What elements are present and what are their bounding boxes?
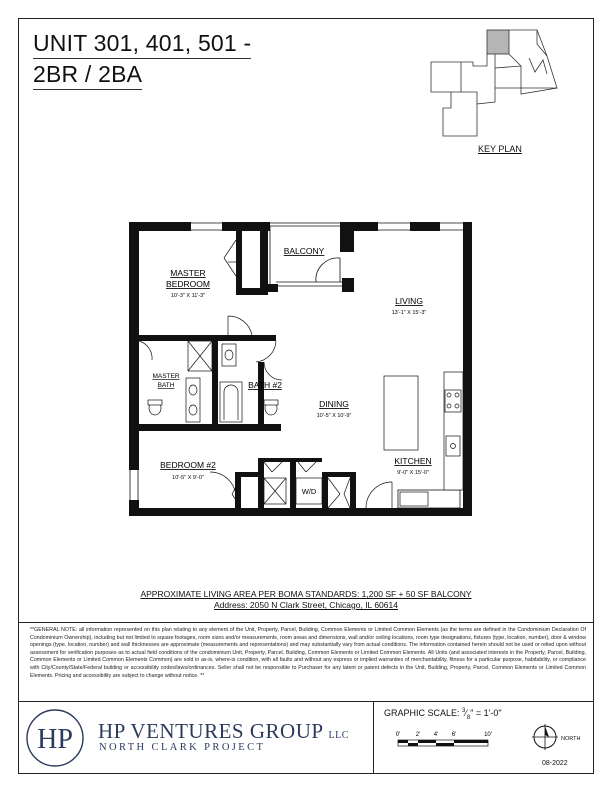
wd-label: W/D bbox=[301, 487, 317, 496]
master-bath-label-1: MASTER bbox=[152, 373, 180, 380]
graphic-scale-label: GRAPHIC SCALE: $^3⁄_8$" = 1'-0" bbox=[384, 708, 502, 721]
scale-label-suffix: " = 1'-0" bbox=[470, 708, 502, 718]
master-bedroom-dims: 10'-3" X 11'-3" bbox=[170, 293, 206, 299]
bedroom2-label: BEDROOM #2 bbox=[160, 460, 216, 470]
north-arrow-icon bbox=[530, 722, 560, 752]
key-plan-label: KEY PLAN bbox=[478, 144, 522, 154]
scale-tick-4: 4' bbox=[433, 732, 439, 738]
scale-fraction-den: 8 bbox=[466, 714, 471, 721]
dining-label: DINING bbox=[319, 399, 349, 409]
brand-name-text: HP VENTURES GROUP bbox=[98, 719, 323, 743]
unit-title-line2: 2BR / 2BA bbox=[33, 61, 142, 90]
scale-tick-6: 6' bbox=[451, 732, 457, 738]
brand-name bbox=[98, 719, 349, 744]
plan-date: 08-2022 bbox=[542, 760, 568, 767]
master-bedroom-label-1: MASTER bbox=[170, 268, 206, 278]
unit-title-line1: UNIT 301, 401, 501 - bbox=[33, 30, 251, 59]
bedroom2-dims: 10'-5" X 9'-0" bbox=[172, 475, 204, 481]
scale-tick-0: 0' bbox=[395, 732, 401, 738]
brand-llc: LLC bbox=[328, 730, 349, 741]
scale-label-text: GRAPHIC SCALE: bbox=[384, 708, 463, 718]
brand-subtitle: NORTH CLARK PROJECT bbox=[99, 742, 266, 753]
master-bedroom-label-2: BEDROOM bbox=[166, 279, 210, 289]
dining-dims: 10'-5" X 10'-9" bbox=[316, 413, 352, 419]
balcony-label: BALCONY bbox=[283, 246, 325, 256]
living-label: LIVING bbox=[395, 296, 423, 306]
divider-note-top bbox=[18, 622, 594, 623]
kitchen-label: KITCHEN bbox=[394, 456, 432, 466]
kitchen-dims: 9'-0" X 15'-0" bbox=[397, 470, 429, 476]
hp-logo-icon bbox=[24, 707, 86, 769]
scale-fraction-num: 3 bbox=[462, 708, 466, 714]
living-dims: 13'-1" X 15'-3" bbox=[391, 310, 427, 316]
graphic-scale-bar bbox=[384, 728, 524, 756]
bath2-label: BATH #2 bbox=[248, 380, 282, 390]
master-bath-label-2: BATH bbox=[157, 382, 175, 389]
scale-tick-2: 2' bbox=[415, 732, 421, 738]
address: Address: 2050 N Clark Street, Chicago, IL 60614 bbox=[214, 600, 398, 610]
logo-monogram: HP bbox=[37, 724, 73, 755]
area-statement: APPROXIMATE LIVING AREA PER BOMA STANDARDS: 1,200 SF + 50 SF BALCONY bbox=[140, 589, 472, 599]
general-note: **GENERAL NOTE: all information represented on this plan relating to any element of the Unit, Property, Parcel, Building, Common Elements or Limited Common Elements (as the terms are defined in the Condominium Declaration Of Condominium Ownership), including but not limited to square footages, room sizes and/or measurements, room areas and dimensions, wall and/or ceiling locations, room type designations, fixtures (type, location, number), door & window openings (type, location, number) and wall thicknesses are approximate (measurements and representations) and may substantially vary from actual conditions. The information contained herein should not be used or relied upon without assessment for verification purposes as to actual field conditions of the condominium Unit, Property, Parcel, Building, Common Elements or Limited Common Elements. All Units (and associated interests in the Property, Parcel, Building, Common Elements or Limited Common Elements Common) are sold in as-is, where-is condition, with all faults and without any express or implied warranties of merchantability, fitness for a particular purpose, habitability, or compliance with City/County/State/Federal building or accessibility codes/laws/ordinances. Seller shall not be responsible to Purchaser for any latent or patent defects in the Unit, Building, Property, Parcel, Common Elements or Limited Common Elements. Pricing and accessibility are subject to change without notice. ** bbox=[30, 627, 586, 679]
north-label: NORTH bbox=[561, 736, 581, 742]
scale-tick-10: 10' bbox=[484, 732, 492, 738]
